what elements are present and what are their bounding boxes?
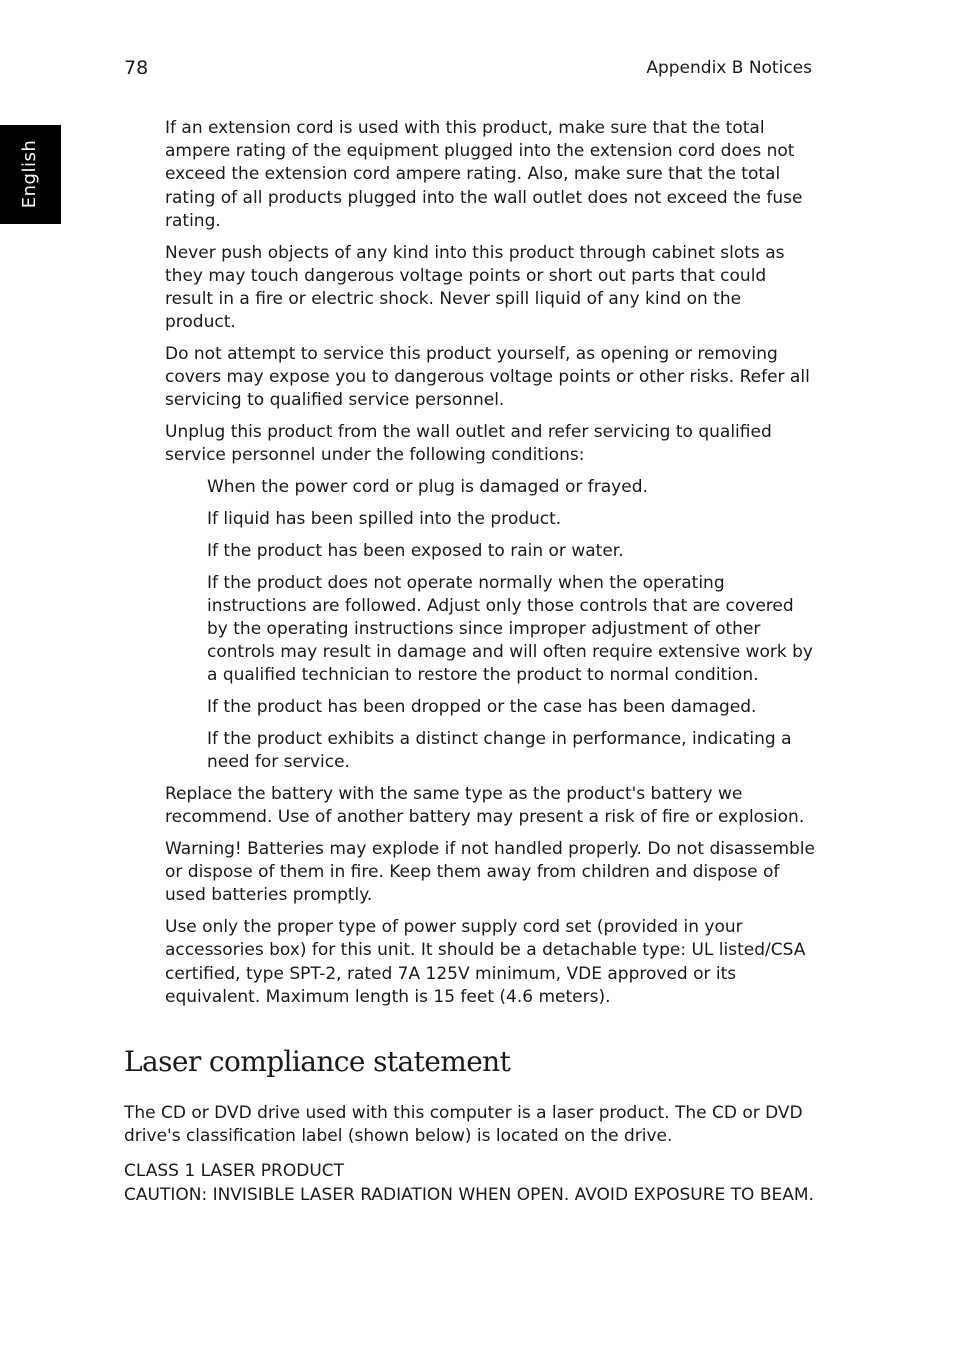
paragraph-self-service: Do not attempt to service this product yourself, as opening or removing covers may expose you to dangerous voltage points or other risks. Refer all servicing to qualified service personnel. xyxy=(165,344,810,411)
language-side-tab-label: English xyxy=(19,139,40,209)
condition-item: If the product has been exposed to rain or water. xyxy=(207,540,624,561)
running-header: Appendix B Notices xyxy=(646,58,812,78)
condition-item: If the product has been dropped or the case has been damaged. xyxy=(207,697,757,718)
laser-label-line-2: CAUTION: INVISIBLE LASER RADIATION WHEN OPEN. AVOID EXPOSURE TO BEAM. xyxy=(124,1184,814,1205)
laser-classification-label xyxy=(124,1160,816,1206)
page-number: 78 xyxy=(124,57,149,79)
condition-item: When the power cord or plug is damaged or frayed. xyxy=(207,477,648,498)
section-heading: Laser compliance statement xyxy=(124,1045,511,1078)
paragraph-extension-cord: If an extension cord is used with this product, make sure that the total ampere rating of the equipment plugged into the extension cord does not exceed the extension cord ampere rating. Also, make sure that the total rating of all products plugged into the wall outlet does not exceed the fuse rating. xyxy=(165,118,803,231)
paragraph-unplug-conditions: Unplug this product from the wall outlet and refer servicing to qualified service personnel under the following conditions: xyxy=(165,422,772,466)
condition-item: If the product exhibits a distinct change in performance, indicating a need for service. xyxy=(207,729,792,773)
laser-label-line-1: CLASS 1 LASER PRODUCT xyxy=(124,1161,345,1182)
safety-instructions xyxy=(165,117,815,1018)
paragraph-battery-replace: Replace the battery with the same type as the product's battery we recommend. Use of another battery may present a risk of fire or explosion. xyxy=(165,784,805,828)
laser-intro-paragraph: The CD or DVD drive used with this computer is a laser product. The CD or DVD drive's classification label (shown below) is located on the drive. xyxy=(124,1103,803,1147)
paragraph-cabinet-slots: Never push objects of any kind into this product through cabinet slots as they may touch dangerous voltage points or short out parts that could result in a fire or electric shock. Never spill liquid of any kind on the product. xyxy=(165,242,785,333)
condition-item: If the product does not operate normally when the operating instructions are followed. Adjust only those controls that are covered by the operating instructions since improper adjustment of other controls may result in damage and will often require extensive work by a qualified technician to restore the product to normal condition. xyxy=(207,572,813,686)
laser-compliance-section xyxy=(124,1044,816,1219)
paragraph-battery-warning: Warning! Batteries may explode if not handled properly. Do not disassemble or dispose of them in fire. Keep them away from children and dispose of used batteries promptly. xyxy=(165,839,815,906)
paragraph-power-cord: Use only the proper type of power supply cord set (provided in your accessories box) for this unit. It should be a detachable type: UL listed/CSA certified, type SPT-2, rated 7A 125V minimum, VDE approved or its equivalent. Maximum length is 15 feet (4.6 meters). xyxy=(165,917,806,1007)
condition-item: If liquid has been spilled into the product. xyxy=(207,509,562,530)
